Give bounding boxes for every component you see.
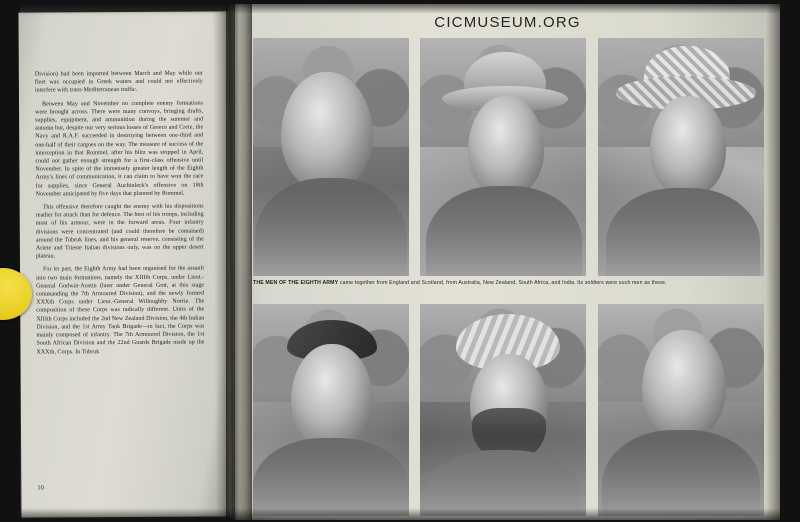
bottom-shadow — [20, 508, 780, 520]
photo-caption — [253, 280, 765, 286]
caption-lead: THE MEN OF THE EIGHTH ARMY — [253, 280, 339, 286]
photo-figure-head — [468, 96, 544, 196]
body-text-column — [35, 70, 205, 362]
paragraph: For its part, the Eighth Army had been organised for the assault into two main formations, namely the XIIIth Corps, under Lieut.-General Godwin-Austin (later under General Gott, at this stage commanding the 7th Armoured Division), and the newly formed XXXth Corps under Lieut.-General Willoughby Norrie. The composition of these Corps was radically different. Units of the XIIIth Corps included the 2nd New Zealand Division, the 4th Indian Division, and the 1st Army Tank Brigade—in fact, the Corps was mainly composed of infantry. The 7th Armoured Division, the 1st South African Division and the 22nd Guards Brigade made up the XXXth, Corps. In Tobruk — [36, 265, 205, 356]
right-photo-page — [235, 4, 780, 520]
paragraph: This offensive therefore caught the enemy with his dispositions readier for attack than for defence. The best of his troops, including most of his armour, were in the forward areas. Four infantry divisions were concentrated (and could therefore be contained) around the Tobruk lines, and his general reserve, consisting of the Ariete and Trieste Italian divisions only, was on the upper desert plateau. — [35, 203, 204, 260]
photo-foreground — [420, 186, 586, 276]
paragraph: Division) had been imported between March and May while our fleet was occupied in Greek waters and could not effectively interfere with trans-Mediterranean traffic. — [34, 70, 203, 94]
open-book — [20, 4, 780, 520]
portrait-soldier-laughing — [598, 304, 764, 516]
top-shadow — [20, 4, 780, 14]
photo-figure-head — [281, 72, 373, 190]
portrait-soldier-turban — [420, 304, 586, 516]
paragraph: Between May and November no complete enemy formations were brought across. There were many convoys, bringing drafts, supplies, equipment, and ammunition during the summer and autumn but, despite our very serious losses of Greece and Crete, the Navy and R.A.F. succeeded in destroying between one-third and one-half of their cargoes on the way. The measure of success of the interception in that Rommel, after his blitz was stopped in April, could not gather enough strength for a first-class offensive until November. In spite of the immensely greater length of the Eighth Army's lines of communication, it can claim to have won the race for supplies, since General Auchinleck's offensive on 18th November anticipated by five days that planned by Rommel. — [35, 100, 204, 198]
page-edge-shadow — [766, 4, 780, 520]
left-text-page — [18, 11, 231, 517]
photo-figure-head — [642, 330, 726, 438]
portrait-soldier-smiling-cap — [253, 38, 409, 276]
photo-figure-head — [650, 96, 726, 196]
book-spine-gutter — [226, 4, 252, 520]
caption-rest: came together from England and Scotland, from Australia, New Zealand, South Africa, and India. Its soldiers were such men as these. — [339, 280, 667, 286]
portrait-soldier-beret — [253, 304, 409, 516]
watermark-text: CICMUSEUM.ORG — [434, 14, 581, 31]
photo-figure-head — [291, 344, 373, 448]
portrait-soldier-slouch-hat — [420, 38, 586, 276]
portrait-soldier-pith-helmet — [598, 38, 764, 276]
photo-foreground — [598, 186, 764, 276]
page-number: 10 — [37, 484, 44, 492]
photo-foreground — [420, 435, 586, 516]
photo-foreground — [598, 435, 764, 516]
photo-foreground — [253, 186, 409, 276]
photo-foreground — [253, 435, 409, 516]
